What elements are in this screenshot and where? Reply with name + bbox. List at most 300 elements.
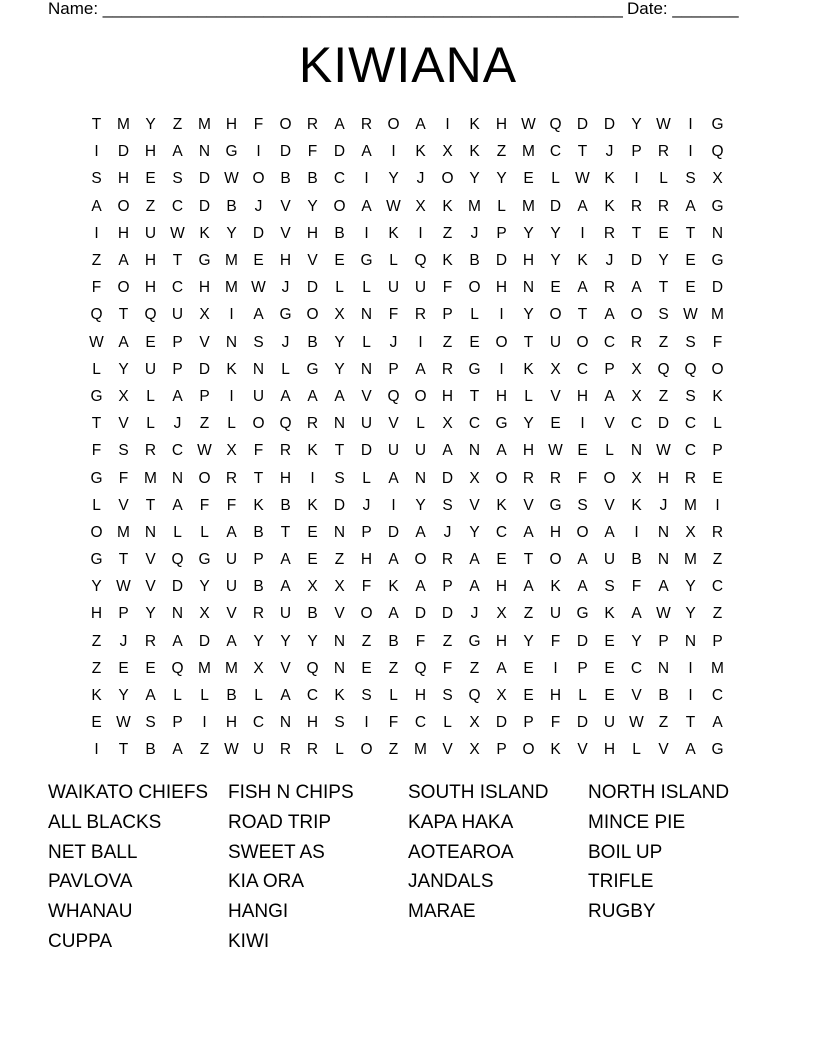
grid-letter: H [198, 279, 211, 297]
grid-letter: K [712, 387, 723, 405]
grid-letter: A [523, 578, 534, 596]
grid-letter: Z [361, 632, 372, 650]
grid-letter: D [441, 605, 454, 623]
grid-letter: K [91, 687, 102, 705]
grid-letter: R [441, 360, 454, 378]
grid-letter: W [116, 714, 131, 732]
grid-letter: B [307, 333, 318, 351]
grid-letter: K [307, 442, 318, 460]
grid-letter: S [577, 496, 588, 514]
grid-letter: A [334, 116, 345, 134]
grid-letter: B [631, 551, 642, 569]
grid-letter: J [470, 224, 479, 242]
grid-row [83, 410, 731, 437]
grid-letter: M [144, 469, 157, 487]
grid-letter: N [333, 659, 346, 677]
grid-letter: O [603, 469, 616, 487]
grid-letter: N [360, 360, 373, 378]
grid-letter: R [603, 279, 616, 297]
grid-letter: O [414, 387, 427, 405]
grid-letter: Q [414, 659, 427, 677]
grid-letter: K [226, 360, 237, 378]
grid-letter: O [549, 551, 562, 569]
grid-letter: N [279, 714, 292, 732]
grid-letter: O [495, 469, 508, 487]
grid-letter: O [117, 279, 130, 297]
grid-letter: H [306, 224, 319, 242]
grid-letter: O [306, 306, 319, 324]
grid-letter: L [470, 306, 479, 324]
grid-letter: D [117, 143, 130, 161]
word-list-item: WAIKATO CHIEFS [48, 782, 209, 803]
grid-letter: I [580, 415, 585, 433]
grid-letter: H [549, 687, 562, 705]
grid-letter: K [550, 578, 561, 596]
word-list-item: ROAD TRIP [228, 811, 332, 833]
grid-letter: C [630, 659, 643, 677]
grid-letter: M [198, 116, 211, 134]
grid-letter: X [334, 578, 345, 596]
grid-letter: C [684, 415, 697, 433]
grid-letter: A [685, 741, 696, 759]
grid-letter: I [580, 224, 585, 242]
grid-letter: Z [712, 551, 723, 569]
grid-letter: J [119, 632, 128, 650]
grid-letter: R [306, 415, 319, 433]
grid-letter: Y [118, 687, 129, 705]
grid-letter: X [199, 306, 210, 324]
grid-letter: T [523, 333, 534, 351]
grid-letter: M [117, 523, 130, 541]
grid-letter: J [605, 252, 614, 270]
grid-letter: Y [145, 116, 156, 134]
grid-letter: H [495, 279, 508, 297]
grid-letter: W [170, 224, 185, 242]
grid-letter: O [333, 197, 346, 215]
grid-letter: X [442, 143, 453, 161]
grid-row [83, 709, 731, 736]
grid-letter: D [333, 496, 346, 514]
grid-letter: H [495, 578, 508, 596]
grid-letter: M [711, 659, 724, 677]
grid-letter: E [658, 224, 669, 242]
grid-letter: S [361, 687, 372, 705]
grid-letter: A [172, 387, 183, 405]
grid-letter: D [711, 279, 724, 297]
grid-letter: S [685, 387, 696, 405]
grid-letter: A [280, 551, 291, 569]
grid-letter: Q [657, 360, 670, 378]
grid-letter: Q [306, 659, 319, 677]
grid-letter: Z [145, 197, 156, 215]
grid-letter: Z [91, 252, 102, 270]
grid-letter: K [442, 252, 453, 270]
grid-letter: K [334, 687, 345, 705]
grid-letter: W [386, 197, 401, 215]
grid-letter: D [576, 714, 589, 732]
grid-letter: I [391, 143, 396, 161]
grid-letter: P [172, 333, 183, 351]
grid-letter: U [252, 741, 265, 759]
grid-letter: L [362, 469, 371, 487]
grid-letter: Q [279, 415, 292, 433]
grid-row [83, 437, 731, 464]
grid-letter: I [418, 333, 423, 351]
grid-letter: U [279, 605, 292, 623]
grid-letter: K [577, 252, 588, 270]
grid-letter: T [577, 306, 588, 324]
grid-letter: F [415, 632, 426, 650]
grid-letter: G [468, 360, 481, 378]
grid-letter: D [441, 469, 454, 487]
grid-letter: J [281, 333, 290, 351]
grid-letter: V [523, 496, 534, 514]
grid-letter: A [226, 523, 237, 541]
grid-letter: B [253, 523, 264, 541]
grid-letter: L [605, 442, 614, 460]
grid-letter: A [469, 551, 480, 569]
grid-letter: H [414, 687, 427, 705]
grid-letter: W [656, 605, 671, 623]
grid-letter: E [685, 279, 696, 297]
grid-letter: U [549, 605, 562, 623]
word-list-item: TRIFLE [588, 871, 654, 893]
grid-letter: I [310, 469, 315, 487]
grid-letter: G [549, 496, 562, 514]
grid-letter: V [631, 687, 642, 705]
grid-letter: X [469, 741, 480, 759]
grid-letter: C [171, 442, 184, 460]
grid-letter: F [199, 496, 210, 514]
grid-row [83, 247, 731, 274]
grid-letter: A [577, 551, 588, 569]
grid-letter: R [252, 605, 265, 623]
grid-letter: F [442, 279, 453, 297]
grid-letter: G [711, 116, 724, 134]
word-list-item: MINCE PIE [588, 811, 686, 833]
grid-letter: A [415, 116, 426, 134]
grid-letter: Z [523, 605, 534, 623]
grid-letter: X [631, 360, 642, 378]
grid-letter: X [496, 605, 507, 623]
grid-letter: O [441, 170, 454, 188]
grid-letter: T [577, 143, 588, 161]
grid-letter: X [118, 387, 129, 405]
grid-letter: Z [172, 116, 183, 134]
grid-letter: E [118, 659, 129, 677]
grid-letter: S [118, 442, 129, 460]
grid-letter: S [253, 333, 264, 351]
grid-letter: K [469, 143, 480, 161]
grid-letter: O [360, 605, 373, 623]
grid-letter: L [200, 523, 209, 541]
grid-letter: H [657, 469, 670, 487]
grid-letter: N [657, 659, 670, 677]
grid-letter: I [445, 116, 450, 134]
grid-letter: L [416, 415, 425, 433]
grid-letter: N [333, 523, 346, 541]
grid-letter: L [281, 360, 290, 378]
word-list-item: WHANAU [48, 901, 133, 923]
grid-letter: I [634, 523, 639, 541]
grid-letter: V [145, 578, 156, 596]
grid-letter: L [659, 170, 668, 188]
grid-letter: X [469, 469, 480, 487]
grid-letter: J [416, 170, 425, 188]
grid-letter: V [604, 496, 615, 514]
grid-letter: O [495, 333, 508, 351]
grid-row [83, 464, 731, 491]
grid-letter: A [118, 252, 129, 270]
grid-letter: G [225, 143, 238, 161]
grid-letter: Y [388, 170, 399, 188]
grid-letter: A [604, 306, 615, 324]
grid-letter: I [364, 714, 369, 732]
grid-letter: B [658, 687, 669, 705]
grid-letter: N [333, 632, 346, 650]
grid-letter: O [387, 116, 400, 134]
grid-letter: Y [550, 224, 561, 242]
grid-letter: C [171, 197, 184, 215]
grid-letter: Y [226, 224, 237, 242]
grid-letter: S [442, 496, 453, 514]
grid-letter: A [172, 496, 183, 514]
grid-letter: F [550, 632, 561, 650]
grid-letter: E [550, 415, 561, 433]
grid-letter: U [603, 714, 616, 732]
grid-letter: W [89, 333, 104, 351]
grid-letter: J [470, 605, 479, 623]
grid-letter: D [279, 143, 292, 161]
grid-letter: A [307, 387, 318, 405]
grid-letter: D [198, 197, 211, 215]
grid-letter: K [199, 224, 210, 242]
word-list-item: HANGI [228, 901, 289, 923]
grid-letter: A [604, 387, 615, 405]
grid-letter: S [145, 714, 156, 732]
grid-letter: H [522, 252, 535, 270]
grid-letter: N [468, 442, 481, 460]
grid-letter: B [145, 741, 156, 759]
grid-letter: O [468, 279, 481, 297]
grid-letter: A [280, 578, 291, 596]
grid-letter: J [659, 496, 668, 514]
grid-letter: Z [658, 333, 669, 351]
grid-letter: U [225, 578, 238, 596]
grid-letter: D [306, 279, 319, 297]
grid-letter: U [144, 224, 157, 242]
grid-letter: X [307, 578, 318, 596]
grid-letter: I [634, 170, 639, 188]
grid-letter: V [199, 333, 210, 351]
grid-letter: R [711, 523, 724, 541]
grid-row [83, 736, 731, 763]
grid-letter: D [198, 170, 211, 188]
grid-letter: Y [91, 578, 102, 596]
grid-letter: D [198, 360, 211, 378]
grid-letter: P [523, 714, 534, 732]
grid-letter: J [443, 523, 452, 541]
grid-letter: C [576, 360, 589, 378]
grid-letter: H [576, 387, 589, 405]
grid-letter: Q [711, 143, 724, 161]
grid-letter: N [630, 442, 643, 460]
grid-letter: R [684, 469, 697, 487]
grid-letter: A [415, 523, 426, 541]
grid-letter: Y [307, 632, 318, 650]
grid-letter: M [684, 551, 697, 569]
grid-letter: F [550, 714, 561, 732]
word-list-item: JANDALS [408, 871, 494, 893]
grid-letter: N [144, 523, 157, 541]
grid-letter: D [576, 116, 589, 134]
grid-letter: K [253, 496, 264, 514]
grid-letter: L [362, 279, 371, 297]
grid-letter: B [307, 605, 318, 623]
grid-letter: Z [199, 415, 210, 433]
grid-letter: X [226, 442, 237, 460]
grid-letter: W [224, 170, 239, 188]
grid-letter: X [550, 360, 561, 378]
grid-letter: A [577, 197, 588, 215]
grid-letter: Q [144, 306, 157, 324]
grid-letter: Y [523, 306, 534, 324]
grid-letter: P [253, 551, 264, 569]
grid-letter: A [496, 442, 507, 460]
grid-letter: I [94, 224, 99, 242]
word-list-item: SOUTH ISLAND [408, 782, 549, 803]
grid-letter: A [361, 143, 372, 161]
grid-letter: D [549, 197, 562, 215]
grid-letter: P [658, 632, 669, 650]
grid-letter: M [225, 252, 238, 270]
grid-letter: W [683, 306, 698, 324]
grid-letter: S [685, 170, 696, 188]
grid-letter: Z [388, 741, 399, 759]
grid-letter: W [629, 714, 644, 732]
grid-letter: V [388, 415, 399, 433]
grid-letter: Z [496, 143, 507, 161]
grid-letter: K [469, 116, 480, 134]
grid-letter: E [496, 551, 507, 569]
grid-letter: H [603, 741, 616, 759]
grid-letter: T [523, 551, 534, 569]
grid-letter: F [631, 578, 642, 596]
grid-letter: P [361, 523, 372, 541]
grid-letter: L [389, 687, 398, 705]
grid-letter: U [387, 442, 400, 460]
grid-letter: E [91, 714, 102, 732]
grid-letter: E [307, 523, 318, 541]
grid-letter: Y [415, 496, 426, 514]
grid-letter: Z [91, 659, 102, 677]
grid-row [83, 600, 731, 627]
grid-letter: I [229, 306, 234, 324]
grid-letter: T [253, 469, 264, 487]
grid-letter: E [577, 442, 588, 460]
grid-letter: I [499, 306, 504, 324]
grid-letter: T [685, 714, 696, 732]
grid-letter: Y [631, 116, 642, 134]
grid-letter: E [550, 279, 561, 297]
grid-letter: R [414, 306, 427, 324]
grid-row [83, 138, 731, 165]
grid-letter: V [145, 551, 156, 569]
grid-letter: B [307, 170, 318, 188]
grid-letter: O [576, 333, 589, 351]
grid-letter: Q [549, 116, 562, 134]
grid-letter: U [171, 306, 184, 324]
grid-letter: A [118, 333, 129, 351]
grid-letter: C [603, 333, 616, 351]
grid-letter: H [441, 387, 454, 405]
grid-letter: H [495, 116, 508, 134]
grid-letter: K [631, 496, 642, 514]
grid-letter: J [389, 333, 398, 351]
grid-letter: B [388, 632, 399, 650]
grid-letter: P [496, 224, 507, 242]
grid-letter: O [90, 523, 103, 541]
grid-row [83, 301, 731, 328]
grid-letter: A [334, 387, 345, 405]
grid-letter: L [443, 714, 452, 732]
grid-letter: B [469, 252, 480, 270]
grid-letter: R [657, 197, 670, 215]
grid-letter: V [550, 387, 561, 405]
grid-letter: P [172, 360, 183, 378]
grid-letter: G [711, 197, 724, 215]
grid-letter: A [226, 632, 237, 650]
grid-letter: Z [469, 659, 480, 677]
grid-letter: V [658, 741, 669, 759]
grid-letter: H [549, 523, 562, 541]
grid-letter: K [496, 496, 507, 514]
grid-letter: D [603, 116, 616, 134]
word-list-item: PAVLOVA [48, 871, 133, 893]
grid-letter: I [499, 360, 504, 378]
grid-letter: L [92, 496, 101, 514]
grid-letter: O [522, 741, 535, 759]
grid-letter: L [173, 687, 182, 705]
grid-letter: V [604, 415, 615, 433]
grid-letter: Y [199, 578, 210, 596]
grid-letter: L [578, 687, 587, 705]
grid-letter: C [630, 415, 643, 433]
grid-letter: C [549, 143, 562, 161]
grid-letter: H [144, 252, 157, 270]
grid-letter: T [172, 252, 183, 270]
grid-letter: M [711, 306, 724, 324]
grid-letter: S [91, 170, 102, 188]
grid-letter: T [145, 496, 156, 514]
grid-letter: H [117, 224, 130, 242]
grid-letter: F [253, 442, 264, 460]
grid-letter: T [118, 551, 129, 569]
grid-letter: G [279, 306, 292, 324]
grid-letter: V [118, 415, 129, 433]
grid-letter: C [711, 578, 724, 596]
grid-letter: L [146, 387, 155, 405]
grid-letter: O [549, 306, 562, 324]
grid-letter: L [200, 687, 209, 705]
grid-letter: S [334, 469, 345, 487]
grid-letter: I [391, 496, 396, 514]
grid-letter: H [279, 252, 292, 270]
grid-letter: U [549, 333, 562, 351]
grid-letter: F [253, 116, 264, 134]
grid-letter: L [335, 741, 344, 759]
grid-letter: W [521, 116, 536, 134]
